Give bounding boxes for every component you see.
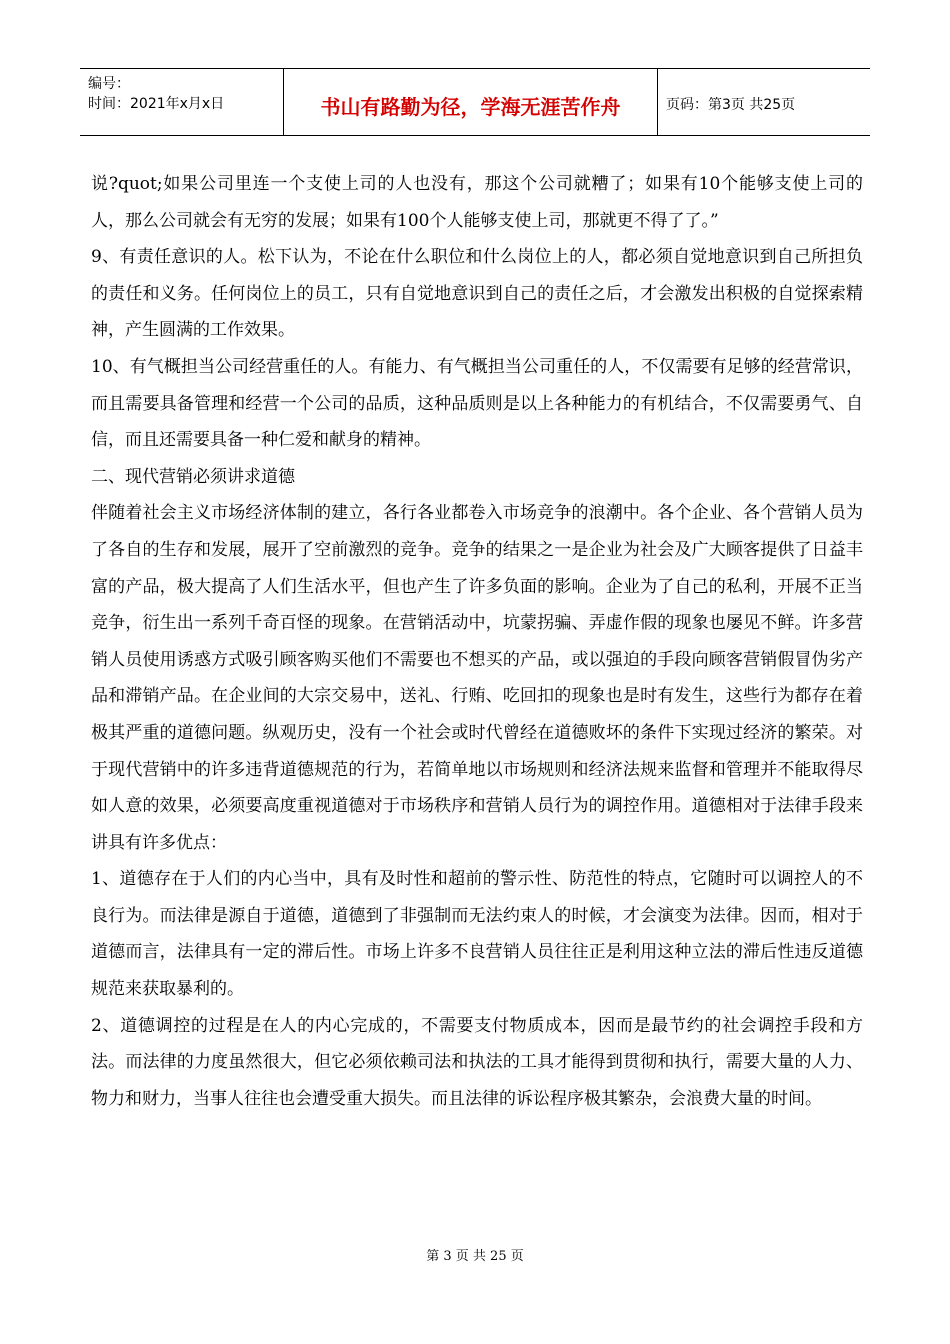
header-motto: 书山有路勤为径，学海无涯苦作舟 xyxy=(284,69,658,135)
section-heading: 二、现代营销必须讲求道德 xyxy=(91,466,295,487)
paragraph: 2、道德调控的过程是在人的内心完成的，不需要支付物质成本，因而是最节约的社会调控手段和方法。而法律的力度虽然很大，但它必须依赖司法和执法的工具才能得到贯彻和执行，需要大量的人力、物力和财力，当事人往往也会遭受重大损失。而且法律的诉讼程序极其繁杂，会浪费大量的时间。 xyxy=(91,1015,863,1109)
time-label: 时间：2021年x月x日 xyxy=(88,96,225,112)
code-label: 编号： xyxy=(88,76,130,92)
paragraph: 10、有气概担当公司经营重任的人。有能力、有气概担当公司重任的人，不仅需要有足够的经营常识，而且需要具备管理和经营一个公司的品质，这种品质则是以上各种能力的有机结合，不仅需要勇气、自信，而且还需要具备一种仁爱和献身的精神。 xyxy=(91,356,863,451)
paragraph: 说?quot;如果公司里连一个支使上司的人也没有，那这个公司就糟了；如果有10个能够支使上司的人，那么公司就会有无穷的发展；如果有100个人能够支使上司，那就更不得了了。” xyxy=(91,174,863,231)
document-body xyxy=(91,166,863,1117)
header-page-number: 页码：第3页 共25页 xyxy=(666,97,796,113)
header-meta xyxy=(80,69,284,135)
page-header xyxy=(80,68,870,136)
paragraph: 1、道德存在于人们的内心当中，具有及时性和超前的警示性、防范性的特点，它随时可以调控人的不良行为。而法律是源自于道德，道德到了非强制而无法约束人的时候，才会演变为法律。因而，相对于道德而言，法律具有一定的滞后性。市场上许多不良营销人员往往正是利用这种立法的滞后性违反道德规范来获取暴利的。 xyxy=(91,869,863,1000)
paragraph: 伴随着社会主义市场经济体制的建立，各行各业都卷入市场竞争的浪潮中。各个企业、各个营销人员为了各自的生存和发展，展开了空前激烈的竞争。竞争的结果之一是企业为社会及广大顾客提供了日益丰富的产品，极大提高了人们生活水平，但也产生了许多负面的影响。企业为了自己的私利，开展不正当竞争，衍生出一系列千奇百怪的现象。在营销活动中，坑蒙拐骗、弄虚作假的现象也屡见不鲜。许多营销人员使用诱惑方式吸引顾客购买他们不需要也不想买的产品，或以强迫的手段向顾客营销假冒伪劣产品和滞销产品。在企业间的大宗交易中，送礼、行贿、吃回扣的现象也是时有发生，这些行为都存在着极其严重的道德问题。纵观历史，没有一个社会或时代曾经在道德败坏的条件下实现过经济的繁荣。对于现代营销中的许多违背道德规范的行为，若简单地以市场规则和经济法规来监督和管理并不能取得尽如人意的效果，必须要高度重视道德对于市场秩序和营销人员行为的调控作用。道德相对于法律手段来讲具有许多优点： xyxy=(91,503,863,853)
page-footer: 第 3 页 共 25 页 xyxy=(426,1249,524,1264)
paragraph: 9、有责任意识的人。松下认为，不论在什么职位和什么岗位上的人，都必须自觉地意识到自己所担负的责任和义务。任何岗位上的员工，只有自觉地意识到自己的责任之后，才会激发出积极的自觉探索精神，产生圆满的工作效果。 xyxy=(91,247,863,341)
